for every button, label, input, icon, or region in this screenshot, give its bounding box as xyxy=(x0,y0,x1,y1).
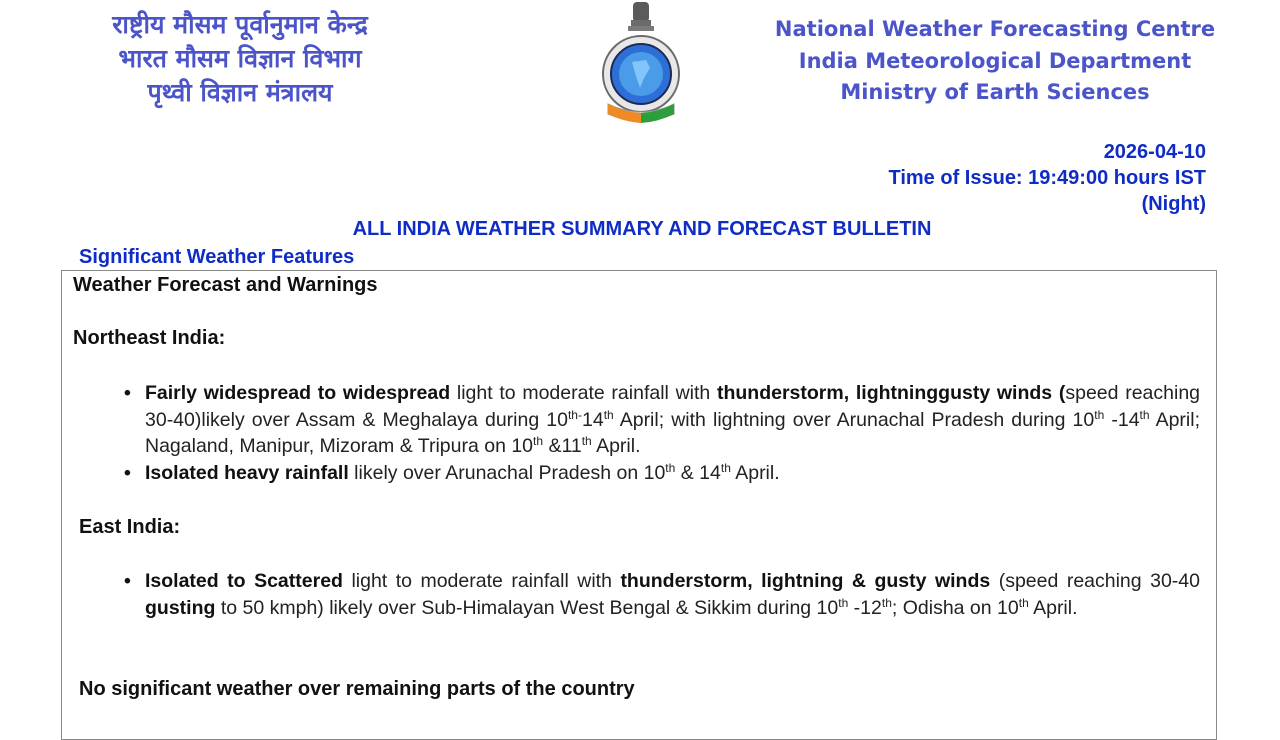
bulletin-title: ALL INDIA WEATHER SUMMARY AND FORECAST BULLETIN xyxy=(352,218,932,240)
issue-time: Time of Issue: 19:49:00 hours IST xyxy=(888,167,1206,189)
issue-date: 2026-04-10 xyxy=(1103,141,1206,163)
list-item xyxy=(120,380,1200,460)
text: likely over Arunachal Pradesh on 10 xyxy=(348,461,666,484)
northeast-list xyxy=(120,380,1200,486)
features-title: Significant Weather Features xyxy=(79,246,355,268)
bold-text: Fairly widespread to widespread xyxy=(145,382,451,404)
text: April. xyxy=(730,461,780,484)
superscript: th xyxy=(720,460,731,475)
text: April; with lightning over Arunachal Pradesh during 10 xyxy=(613,408,1095,431)
superscript: th xyxy=(881,595,892,610)
text: April. xyxy=(1028,596,1078,619)
east-list xyxy=(120,568,1200,621)
imd-emblem-icon xyxy=(598,0,684,132)
english-header-line-3: Ministry of Earth Sciences xyxy=(840,80,1150,104)
east-heading: East India: xyxy=(79,516,181,538)
forecast-heading: Weather Forecast and Warnings xyxy=(73,274,378,296)
text: -14 xyxy=(1104,408,1140,431)
bold-text: Isolated heavy rainfall xyxy=(145,461,349,484)
text: (speed reaching 30-40 xyxy=(990,570,1200,592)
text: speed reaching 30-40)likely over Assam & Meghalaya during 10 xyxy=(145,382,1201,431)
superscript: th xyxy=(838,595,849,610)
hindi-header xyxy=(60,8,420,110)
superscript: th xyxy=(581,434,592,448)
remaining-heading: No significant weather over remaining parts of the country xyxy=(79,678,635,700)
list-item xyxy=(120,460,1200,487)
text: ; Odisha on 10 xyxy=(891,596,1019,619)
text: April. xyxy=(591,435,641,457)
text: 14 xyxy=(581,408,604,431)
superscript: th- xyxy=(567,407,582,422)
bold-text: thunderstorm, lightning & gusty winds xyxy=(620,570,991,592)
english-header xyxy=(760,14,1230,109)
superscript: th xyxy=(1018,595,1029,610)
bold-text: Isolated to Scattered xyxy=(145,570,343,592)
superscript: th xyxy=(603,407,614,422)
superscript: th xyxy=(533,434,544,448)
text: to 50 kmph) likely over Sub-Himalayan West Bengal & Sikkim during 10 xyxy=(215,596,839,619)
hindi-header-line-2: भारत मौसम विज्ञान विभाग xyxy=(118,44,362,73)
list-item xyxy=(120,568,1200,621)
forecast-box xyxy=(61,270,1217,740)
northeast-heading: Northeast India: xyxy=(73,327,226,349)
text: light to moderate rainfall with xyxy=(450,382,717,404)
hindi-header-line-3: पृथ्वी विज्ञान मंत्रालय xyxy=(147,78,333,107)
english-header-line-1: National Weather Forecasting Centre xyxy=(774,17,1216,41)
superscript: th xyxy=(1094,407,1105,422)
issue-info xyxy=(888,139,1206,217)
text: light to moderate rainfall with xyxy=(342,570,621,592)
hindi-header-line-1: राष्ट्रीय मौसम पूर्वानुमान केन्द्र xyxy=(112,10,368,39)
text: April; Nagaland, Manipur, Mizoram & Tripura on 10 xyxy=(145,408,1200,457)
issue-period: (Night) xyxy=(1141,193,1206,215)
bold-text: gusting xyxy=(145,596,216,619)
text: & 14 xyxy=(675,461,721,484)
text: &11 xyxy=(543,435,582,457)
superscript: th xyxy=(665,460,676,475)
text: -12 xyxy=(848,596,882,619)
english-header-line-2: India Meteorological Department xyxy=(798,48,1192,73)
bold-text: thunderstorm, lightninggusty winds ( xyxy=(716,382,1066,404)
superscript: th xyxy=(1139,407,1150,422)
